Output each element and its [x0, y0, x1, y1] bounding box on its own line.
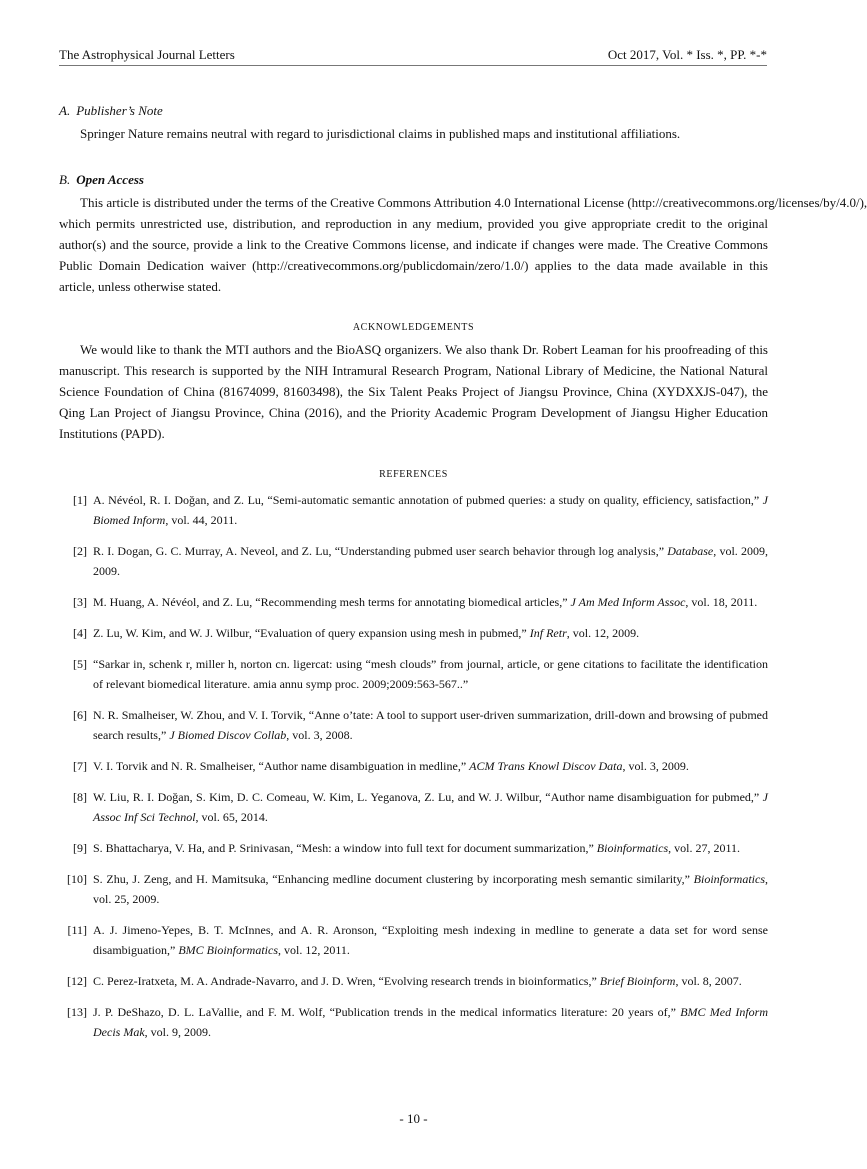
- running-header: [59, 47, 767, 66]
- reference-details: , vol. 65, 2014.: [195, 810, 268, 824]
- reference-text: [87, 920, 768, 960]
- reference-item: [59, 756, 768, 776]
- page-content: [59, 102, 867, 1053]
- reference-details: , vol. 12, 2011.: [278, 943, 350, 957]
- section-heading: [59, 102, 768, 119]
- reference-number: [1]: [73, 493, 87, 507]
- reference-number: [7]: [73, 759, 87, 773]
- reference-venue: BMC Bioinformatics: [178, 943, 278, 957]
- reference-details: , vol. 44, 2011.: [165, 513, 238, 527]
- reference-item: [59, 869, 768, 909]
- reference-text: [87, 592, 768, 612]
- issue-info: Oct 2017, Vol. * Iss. *, PP. *-*: [607, 47, 767, 62]
- reference-number: [10]: [67, 872, 87, 886]
- reference-citation: N. R. Smalheiser, W. Zhou, and V. I. Torvik, “Anne o’tate: A tool to support user-driven summarization, drill-down and browsing of pubmed search results,”: [93, 708, 768, 742]
- reference-number: [11]: [67, 923, 87, 937]
- reference-citation: A. Névéol, R. I. Doğan, and Z. Lu, “Semi-automatic semantic annotation of pubmed queries: a study on quality, efficiency, satisfaction,”: [93, 493, 763, 507]
- reference-details: , vol. 27, 2011.: [668, 841, 741, 855]
- reference-details: , vol. 12, 2009.: [566, 626, 640, 640]
- reference-details: , vol. 2009, 2009.: [93, 544, 769, 578]
- section-open-access: [59, 171, 867, 297]
- reference-item: [59, 971, 768, 991]
- reference-citation: R. I. Dogan, G. C. Murray, A. Neveol, and Z. Lu, “Understanding pubmed user search behavior through log analysis,”: [93, 544, 668, 558]
- reference-item: [59, 490, 768, 530]
- acknowledgements-heading: ACKNOWLEDGEMENTS: [352, 322, 475, 333]
- section-title: Publisher’s Note: [76, 103, 163, 118]
- section-title: Open Access: [76, 172, 144, 187]
- reference-number: [5]: [73, 657, 87, 671]
- reference-item: [59, 592, 768, 612]
- reference-list: [59, 490, 768, 1042]
- reference-citation: Z. Lu, W. Kim, and W. J. Wilbur, “Evaluation of query expansion using mesh in pubmed,”: [93, 626, 530, 640]
- reference-text: [87, 1002, 768, 1042]
- reference-venue: Bioinformatics: [693, 872, 765, 886]
- reference-venue: J Am Med Inform Assoc: [570, 595, 686, 609]
- reference-citation: C. Perez-Iratxeta, M. A. Andrade-Navarro, and J. D. Wren, “Evolving research trends in bioinformatics,”: [93, 974, 600, 988]
- reference-item: [59, 541, 768, 581]
- reference-venue: Inf Retr: [529, 626, 567, 640]
- references-heading: REFERENCES: [379, 469, 448, 480]
- page-number: - 10 -: [399, 1111, 428, 1126]
- reference-text: [87, 869, 768, 909]
- section-publishers-note: [59, 102, 768, 144]
- reference-number: [2]: [73, 544, 87, 558]
- section-body: [59, 192, 867, 297]
- reference-text: [87, 623, 768, 643]
- reference-item: [59, 654, 768, 694]
- reference-text: [87, 838, 768, 858]
- reference-citation: A. J. Jimeno-Yepes, B. T. McInnes, and A. R. Aronson, “Exploiting mesh indexing in medline to generate a data set for word sense disambiguation,”: [93, 923, 768, 957]
- reference-citation: “Sarkar in, schenk r, miller h, norton cn. ligercat: using “mesh clouds” from journal, article, or gene citations to facilitate the identification of relevant biomedical literature. amia annu symp proc. 2009;2009:563-567..”: [93, 657, 768, 691]
- reference-venue: Database: [667, 544, 714, 558]
- reference-venue: J Biomed Inform: [93, 493, 768, 527]
- reference-venue: Bioinformatics: [596, 841, 669, 855]
- reference-text: [87, 971, 768, 991]
- reference-text: [87, 756, 768, 776]
- acknowledgements-section: [59, 321, 768, 444]
- reference-text: [87, 541, 768, 581]
- reference-number: [12]: [67, 974, 87, 988]
- license-first-line: This article is distributed under the terms of the Creative Commons Attribution 4.0 International License (http://creativecommons.org/licenses/by/4.0/),: [80, 195, 867, 210]
- section-heading: [59, 171, 768, 188]
- reference-citation: V. I. Torvik and N. R. Smalheiser, “Author name disambiguation in medline,”: [93, 759, 470, 773]
- reference-number: [3]: [73, 595, 87, 609]
- reference-item: [59, 1002, 768, 1042]
- references-section: [59, 468, 768, 1042]
- reference-citation: W. Liu, R. I. Doğan, S. Kim, D. C. Comeau, W. Kim, L. Yeganova, Z. Lu, and W. J. Wilbur, “Author name disambiguation for pubmed,”: [93, 790, 763, 804]
- reference-details: , vol. 3, 2009.: [622, 759, 689, 773]
- reference-text: [87, 654, 768, 694]
- section-body: Springer Nature remains neutral with regard to jurisdictional claims in published maps and institutional affiliations.: [80, 126, 681, 141]
- reference-citation: S. Bhattacharya, V. Ha, and P. Srinivasan, “Mesh: a window into full text for document summarization,”: [93, 841, 597, 855]
- reference-venue: BMC Med Inform Decis Mak: [93, 1005, 768, 1039]
- reference-number: [9]: [73, 841, 87, 855]
- reference-details: , vol. 8, 2007.: [675, 974, 742, 988]
- section-number: B.: [59, 172, 71, 187]
- reference-item: [59, 838, 768, 858]
- license-rest: which permits unrestricted use, distribution, and reproduction in any medium, provided you give appropriate credit to the original author(s) and the source, provide a link to the Creative Commons license, and indicate if changes were made. The Creative Commons Public Domain Dedication waiver (http://creativecommons.org/publicdomain/zero/1.0/) applies to the data made available in this article, unless otherwise stated.: [59, 216, 768, 294]
- section-number: A.: [59, 103, 71, 118]
- reference-item: [59, 623, 768, 643]
- reference-details: , vol. 25, 2009.: [93, 872, 768, 906]
- reference-number: [6]: [73, 708, 87, 722]
- reference-number: [4]: [73, 626, 87, 640]
- journal-name: The Astrophysical Journal Letters: [59, 47, 235, 62]
- reference-item: [59, 920, 768, 960]
- reference-number: [13]: [67, 1005, 87, 1019]
- reference-venue: Brief Bioinform: [599, 974, 676, 988]
- reference-citation: M. Huang, A. Névéol, and Z. Lu, “Recommending mesh terms for annotating biomedical articles,”: [93, 595, 571, 609]
- reference-item: [59, 705, 768, 745]
- reference-venue: J Biomed Discov Collab: [169, 728, 287, 742]
- reference-details: , vol. 3, 2008.: [286, 728, 353, 742]
- reference-citation: J. P. DeShazo, D. L. LaVallie, and F. M. Wolf, “Publication trends in the medical informatics literature: 20 years of,”: [93, 1005, 681, 1019]
- reference-text: [87, 787, 768, 827]
- reference-citation: S. Zhu, J. Zeng, and H. Mamitsuka, “Enhancing medline document clustering by incorporating mesh semantic similarity,”: [93, 872, 694, 886]
- reference-venue: ACM Trans Knowl Discov Data: [469, 759, 623, 773]
- reference-venue: J Assoc Inf Sci Technol: [93, 790, 768, 824]
- reference-details: , vol. 9, 2009.: [144, 1025, 211, 1039]
- reference-text: [87, 705, 768, 745]
- reference-item: [59, 787, 768, 827]
- reference-text: [87, 490, 768, 530]
- reference-number: [8]: [73, 790, 87, 804]
- acknowledgements-body: We would like to thank the MTI authors and the BioASQ organizers. We also thank Dr. Robert Leaman for his proofreading of this manuscript. This research is supported by the NIH Intramural Research Program, National Library of Medicine, the National Natural Science Foundation of China (81674099, 81603498), the Six Talent Peaks Project of Jiangsu Province, China (XYDXXJS-047), the Qing Lan Project of Jiangsu Province, China (2016), and the Priority Academic Program Development of Jiangsu Higher Education Institutions (PAPD).: [59, 342, 768, 441]
- reference-details: , vol. 18, 2011.: [685, 595, 758, 609]
